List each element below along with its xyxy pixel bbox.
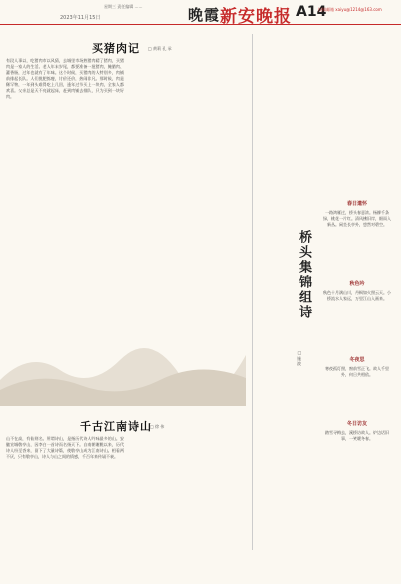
section-title: 桥头集锦组诗 (296, 230, 311, 320)
poem-title: 冬夜思 (349, 357, 365, 363)
poem-text: 一路鸿雁过，桥头春意浓。杨柳千条绿，桃花一片红。清风拂旧岸，细雨入新丛。闲坐长亭外，悠然对碧空。 (323, 210, 391, 227)
page-number: A14 (296, 4, 327, 20)
article-body: 有段人事以，吃猪肉市以风猜，去城里市场熟猪肉精了猪肉，买猪肉是一家人的生活。老人年末岁尾，都要准备一批猪肉，腌腊肉、灌香肠，过年也就有了年味。这个时候，买猪肉的人特别多，肉铺前排起长队。人们挑肥拣瘦，讨价还价，热闹非凡。那时候，肉是稀罕物，一年到头难得吃上几回，逢年过节买上一块肉，全家人都欢喜。父亲总是天不亮就起床，赶到肉铺去排队，只为买到一块好肉。 (6, 58, 124, 99)
article-body-continued (130, 58, 248, 320)
article-body-continued (258, 34, 316, 194)
poem-text: 踏雪寻梅去，溪桥访故人。炉边话旧事，一笑暖冬春。 (325, 430, 389, 441)
poem-title: 秋色吟 (349, 281, 365, 287)
section-name: 晚霞 (188, 6, 221, 24)
poem-text: 秋色十月满山川，丹枫如火照云天。小桥流水人家远，万里江山入画来。 (323, 290, 391, 301)
submission-email: 投稿邮箱 xaiyu@1214@163.com (318, 7, 382, 12)
article-body-continued (130, 436, 248, 576)
article-byline: □ 徐 伟 (150, 424, 165, 429)
article-title: 千古江南诗山 (80, 420, 152, 433)
ink-landscape-illustration (0, 320, 246, 406)
section-byline: □ 施 波 (297, 350, 302, 366)
newspaper-logo: 新安晚报 (220, 7, 292, 27)
article-byline: □ 黄莉 孔 承 (148, 46, 172, 51)
poem-title: 春日遣怀 (346, 201, 367, 207)
article-body: 山不在高，有仙则名。所谓诗山，是指历代诗人吟咏最多的山。安徽宣城敬亭山，因李白一首诗而名扬天下。自南朝谢朓以来，历代诗人纷至沓来，留下了大量诗篇，使敬亭山成为江南诗山。相看两不厌，只有敬亭山，诗人与山之间的情感，千百年来传诵不衰。 (6, 436, 124, 459)
page-header (0, 0, 401, 25)
poem-text: 寒夜孤灯照，窗前雪正飞。故人千里外，何日共相依。 (325, 366, 389, 377)
article-title: 买猪肉记 (92, 42, 140, 55)
poem-title: 冬日访友 (346, 421, 367, 427)
column-rule (252, 34, 253, 550)
issue-date: 2023年11月15日 (60, 15, 101, 21)
issue-meta: 星期三 责任编辑 …… (104, 4, 143, 9)
